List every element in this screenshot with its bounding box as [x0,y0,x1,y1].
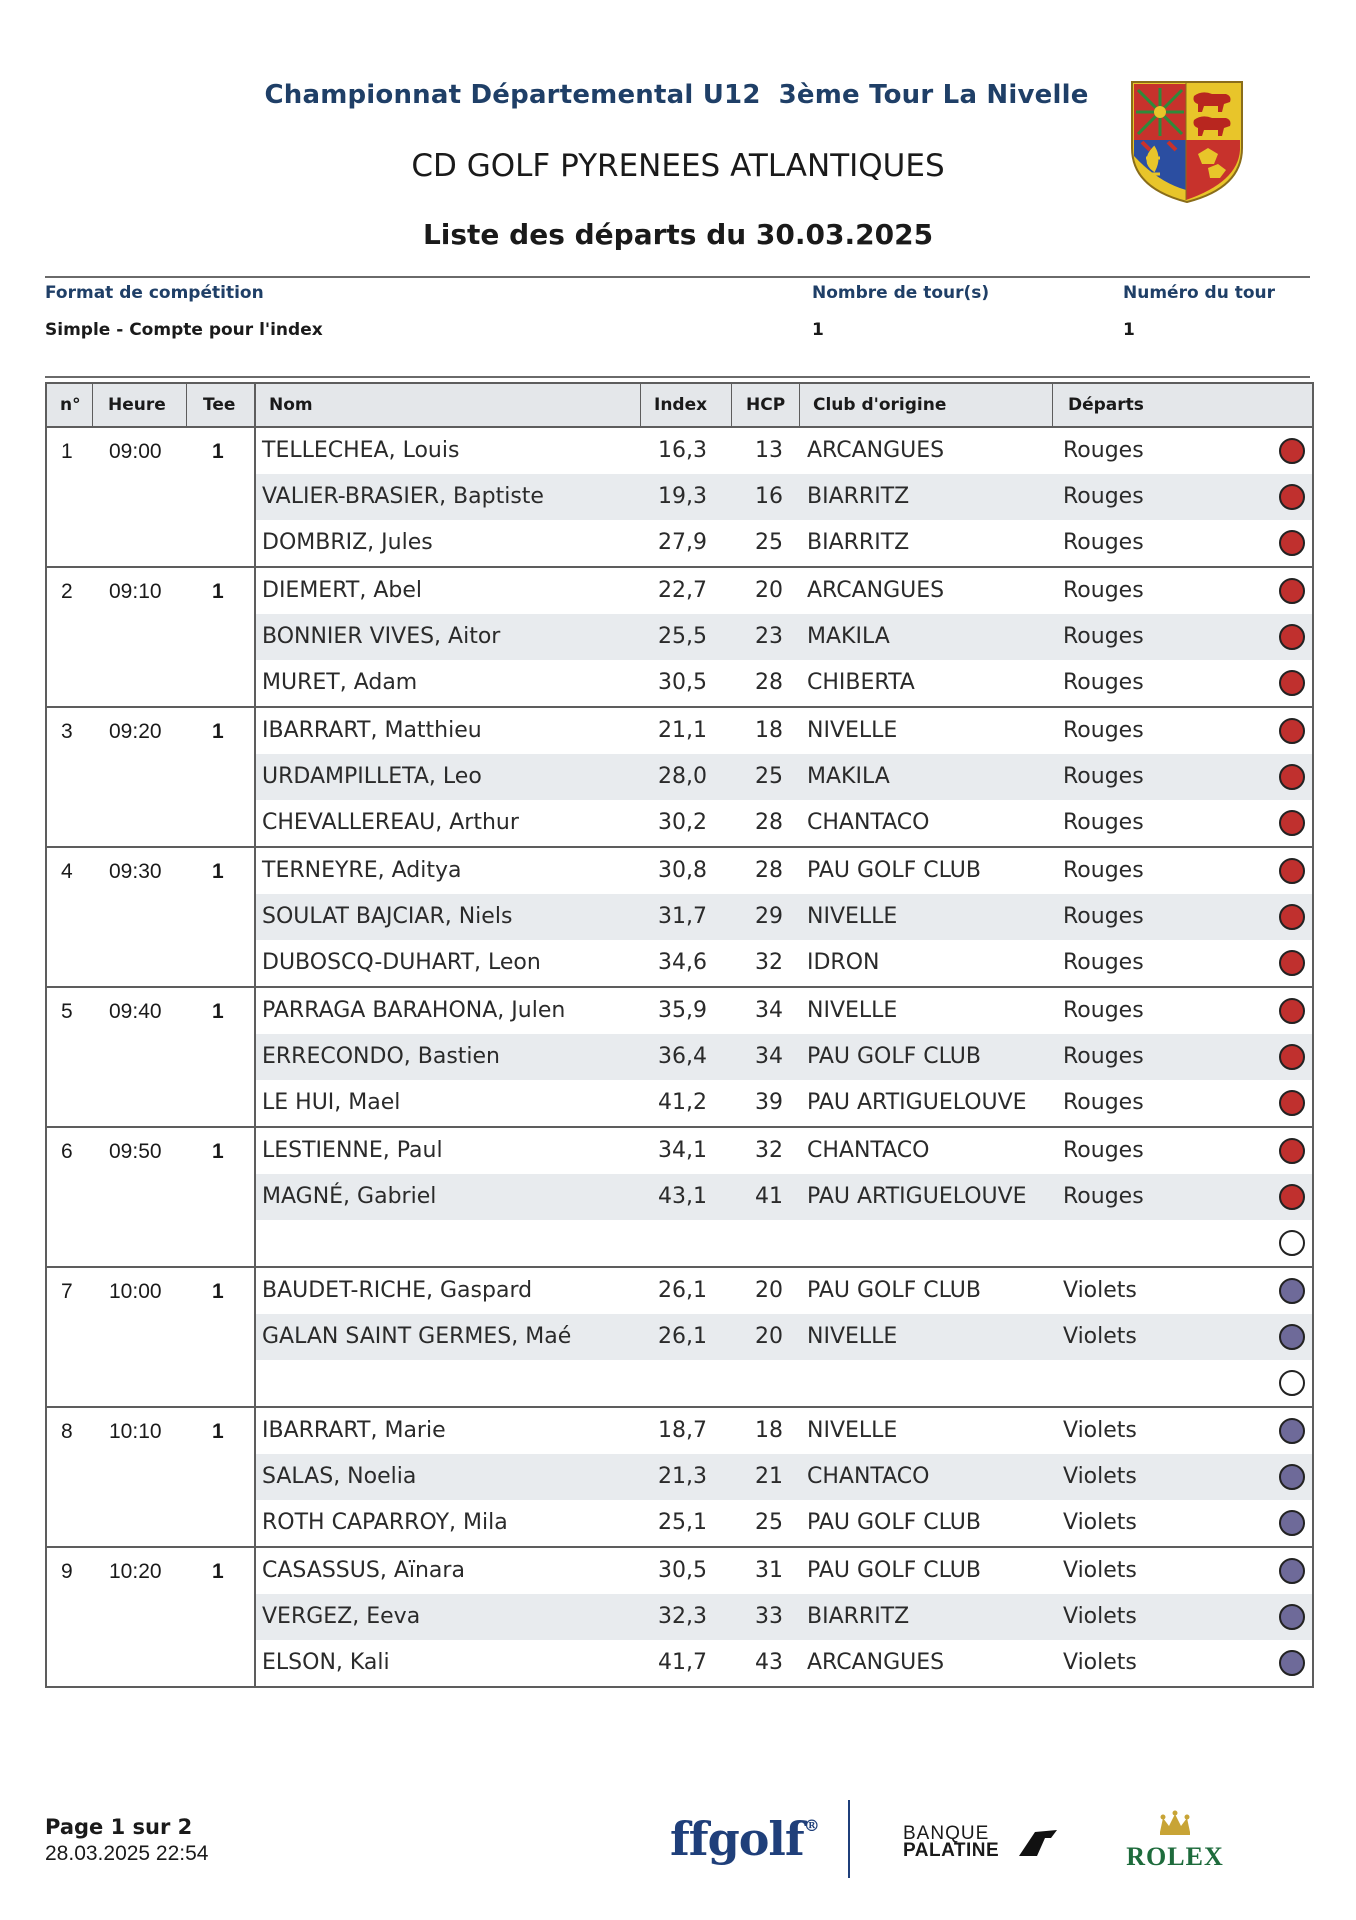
table-row [47,1594,1312,1640]
player-index: 30,8 [658,858,707,883]
start-group [47,986,1312,1126]
tee-color-marker [1279,624,1305,650]
header-club: Club d'origine [813,395,947,415]
player-depart: Rouges [1063,1044,1144,1069]
tee-color-marker [1279,1604,1305,1630]
player-hcp: 31 [755,1558,783,1583]
player-club: CHANTACO [807,1138,930,1163]
player-name: TELLECHEA, Louis [262,438,460,463]
player-depart: Rouges [1063,484,1144,509]
player-name: VALIER-BRASIER, Baptiste [262,484,544,509]
tee-color-marker [1279,810,1305,836]
player-depart: Rouges [1063,998,1144,1023]
tee-color-marker [1279,998,1305,1024]
player-hcp: 28 [755,858,783,883]
table-row [47,1174,1312,1220]
player-name: BAUDET-RICHE, Gaspard [262,1278,533,1303]
player-club: CHANTACO [807,810,930,835]
group-number: 4 [61,860,73,883]
player-name: CHEVALLEREAU, Arthur [262,810,519,835]
tee-color-marker [1279,1090,1305,1116]
player-index: 41,2 [658,1090,707,1115]
player-index: 30,5 [658,670,707,695]
player-club: CHANTACO [807,1464,930,1489]
player-name: LESTIENNE, Paul [262,1138,443,1163]
header-divider [45,276,1310,278]
round-number-label: Numéro du tour [1123,283,1276,303]
player-hcp: 32 [755,1138,783,1163]
player-club: BIARRITZ [807,484,910,509]
player-index: 32,3 [658,1604,707,1629]
tee-color-marker [1279,1464,1305,1490]
player-depart: Violets [1063,1650,1137,1675]
meta-divider [45,376,1310,378]
player-club: BIARRITZ [807,1604,910,1629]
tee-times-table [45,382,1314,1688]
list-title: Liste des départs du 30.03.2025 [422,218,934,251]
player-club: PAU GOLF CLUB [807,858,981,883]
competition-title-part2: 3ème Tour La Nivelle [778,80,1089,110]
player-hcp: 25 [755,530,783,555]
player-index: 36,4 [658,1044,707,1069]
table-row [47,1548,1312,1594]
tee-color-marker [1279,530,1305,556]
player-index: 19,3 [658,484,707,509]
player-hcp: 18 [755,1418,783,1443]
player-hcp: 43 [755,1650,783,1675]
group-tee: 1 [212,720,224,743]
player-index: 21,1 [658,718,707,743]
print-date: 28.03.2025 22:54 [45,1842,209,1865]
round-number-value: 1 [1123,320,1135,340]
table-row [47,1268,1312,1314]
table-row [47,1500,1312,1546]
player-hcp: 25 [755,1510,783,1535]
tee-color-marker [1279,1558,1305,1584]
group-time: 10:10 [109,1420,162,1443]
start-group [47,566,1312,706]
tee-color-marker [1279,1324,1305,1350]
player-depart: Rouges [1063,718,1144,743]
start-group [47,428,1312,566]
tee-color-marker [1279,718,1305,744]
header-tee: Tee [203,395,236,415]
player-index: 16,3 [658,438,707,463]
player-depart: Rouges [1063,624,1144,649]
table-row [47,988,1312,1034]
player-index: 26,1 [658,1278,707,1303]
player-name: CASASSUS, Aïnara [262,1558,465,1583]
player-name: ERRECONDO, Bastien [262,1044,501,1069]
player-depart: Violets [1063,1418,1137,1443]
player-name: BONNIER VIVES, Aitor [262,624,501,649]
start-group [47,1266,1312,1406]
rolex-wordmark: ROLEX [1126,1842,1224,1871]
player-depart: Rouges [1063,1090,1144,1115]
player-depart: Rouges [1063,904,1144,929]
ffgolf-registered-mark: ® [803,1816,819,1835]
rolex-logo [1125,1810,1225,1872]
player-index: 26,1 [658,1324,707,1349]
player-club: PAU ARTIGUELOUVE [807,1184,1027,1209]
player-hcp: 28 [755,670,783,695]
player-hcp: 41 [755,1184,783,1209]
player-depart: Rouges [1063,578,1144,603]
player-depart: Violets [1063,1278,1137,1303]
banque-palatine-logo [903,1825,999,1859]
player-hcp: 20 [755,1278,783,1303]
player-hcp: 28 [755,810,783,835]
player-depart: Rouges [1063,530,1144,555]
group-tee: 1 [212,860,224,883]
player-club: IDRON [807,950,880,975]
tee-color-marker [1279,1044,1305,1070]
player-index: 34,1 [658,1138,707,1163]
table-row [47,614,1312,660]
player-depart: Rouges [1063,438,1144,463]
player-club: PAU GOLF CLUB [807,1278,981,1303]
rounds-label: Nombre de tour(s) [812,283,990,303]
player-name: URDAMPILLETA, Leo [262,764,482,789]
header-num: n° [60,395,81,415]
player-index: 22,7 [658,578,707,603]
player-hcp [747,1360,783,1406]
player-club: PAU ARTIGUELOUVE [807,1090,1027,1115]
player-hcp: 13 [755,438,783,463]
table-row [47,1034,1312,1080]
tee-color-marker [1279,1418,1305,1444]
player-depart: Rouges [1063,858,1144,883]
competition-title-part1: Championnat Départemental U12 [264,80,761,110]
player-name: GALAN SAINT GERMES, Maé [262,1324,572,1349]
player-hcp: 16 [755,484,783,509]
player-hcp: 29 [755,904,783,929]
start-group [47,846,1312,986]
table-row [47,940,1312,986]
player-depart: Violets [1063,1324,1137,1349]
ffgolf-logo-text: ffgolf [670,1812,804,1866]
format-value: Simple - Compte pour l'index [45,320,323,340]
player-name: DIEMERT, Abel [262,578,422,603]
page-number: Page 1 sur 2 [45,1815,193,1839]
table-row [47,1080,1312,1126]
player-name: MURET, Adam [262,670,418,695]
player-club: PAU GOLF CLUB [807,1044,981,1069]
player-club: ARCANGUES [807,578,945,603]
table-header [47,384,1312,428]
table-row [47,474,1312,520]
player-name: DUBOSCQ-DUHART, Leon [262,950,541,975]
player-hcp: 39 [755,1090,783,1115]
player-index: 21,3 [658,1464,707,1489]
player-name: PARRAGA BARAHONA, Julen [262,998,566,1023]
group-time: 10:00 [109,1280,162,1303]
player-index: 35,9 [658,998,707,1023]
group-tee: 1 [212,1000,224,1023]
table-row [47,894,1312,940]
player-name: TERNEYRE, Aditya [262,858,462,883]
group-number: 6 [61,1140,73,1163]
player-depart: Violets [1063,1558,1137,1583]
table-row [47,1220,1312,1266]
group-time: 09:50 [109,1140,162,1163]
player-club: NIVELLE [807,718,898,743]
player-club: CHIBERTA [807,670,915,695]
table-row [47,428,1312,474]
tee-color-marker [1279,764,1305,790]
player-club: PAU GOLF CLUB [807,1558,981,1583]
player-name: ELSON, Kali [262,1650,390,1675]
player-index: 30,2 [658,810,707,835]
player-index: 27,9 [658,530,707,555]
table-row [47,520,1312,566]
player-index: 28,0 [658,764,707,789]
table-body [47,428,1312,1686]
player-index: 31,7 [658,904,707,929]
group-number: 5 [61,1000,73,1023]
player-name: SALAS, Noelia [262,1464,417,1489]
tee-color-marker [1279,578,1305,604]
group-time: 10:20 [109,1560,162,1583]
player-club: BIARRITZ [807,530,910,555]
group-tee: 1 [212,440,224,463]
player-depart: Rouges [1063,950,1144,975]
player-depart: Rouges [1063,1184,1144,1209]
table-row [47,754,1312,800]
player-name: VERGEZ, Eeva [262,1604,421,1629]
banque-palatine-line2: PALATINE [903,1840,1000,1861]
group-tee: 1 [212,1560,224,1583]
tee-color-marker [1279,1184,1305,1210]
player-hcp: 25 [755,764,783,789]
player-club: MAKILA [807,764,890,789]
player-depart: Rouges [1063,764,1144,789]
player-club: ARCANGUES [807,1650,945,1675]
table-row [47,1640,1312,1686]
tee-color-marker [1279,1650,1305,1676]
player-name: DOMBRIZ, Jules [262,530,433,555]
banque-palatine-line1: BANQUE [903,1823,990,1844]
tee-color-marker [1279,1510,1305,1536]
group-time: 09:30 [109,860,162,883]
tee-color-marker [1279,438,1305,464]
player-hcp: 23 [755,624,783,649]
header-departs: Départs [1068,395,1144,415]
player-hcp: 34 [755,998,783,1023]
group-time: 09:00 [109,440,162,463]
tee-color-marker [1279,1138,1305,1164]
player-club: NIVELLE [807,998,898,1023]
group-tee: 1 [212,1140,224,1163]
player-club: ARCANGUES [807,438,945,463]
start-group [47,706,1312,846]
tee-color-marker [1279,670,1305,696]
group-number: 7 [61,1280,73,1303]
banque-palatine-icon [1015,1826,1059,1860]
header-nom: Nom [269,395,313,415]
start-group [47,1126,1312,1266]
group-time: 09:40 [109,1000,162,1023]
player-hcp [747,1220,783,1266]
header-index: Index [654,395,708,415]
player-index: 25,1 [658,1510,707,1535]
player-name: MAGNÉ, Gabriel [262,1184,437,1209]
tee-color-marker [1279,858,1305,884]
player-hcp: 21 [755,1464,783,1489]
tee-color-marker [1279,1230,1305,1256]
player-club: PAU GOLF CLUB [807,1510,981,1535]
group-time: 09:10 [109,580,162,603]
table-row [47,1314,1312,1360]
player-name: IBARRART, Marie [262,1418,446,1443]
group-number: 8 [61,1420,73,1443]
player-hcp: 20 [755,1324,783,1349]
player-club: NIVELLE [807,904,898,929]
player-club: NIVELLE [807,1418,898,1443]
group-tee: 1 [212,1280,224,1303]
table-row [47,1360,1312,1406]
table-row [47,708,1312,754]
group-number: 3 [61,720,73,743]
sponsor-divider [848,1800,850,1878]
ffgolf-logo [670,1812,819,1866]
player-club: MAKILA [807,624,890,649]
player-hcp: 20 [755,578,783,603]
group-number: 1 [61,440,73,463]
format-label: Format de compétition [45,283,264,303]
organization-title: CD GOLF PYRENEES ATLANTIQUES [411,148,945,184]
table-row [47,568,1312,614]
table-row [47,848,1312,894]
player-name: LE HUI, Mael [262,1090,401,1115]
player-depart: Violets [1063,1510,1137,1535]
player-index [647,1360,707,1406]
table-row [47,1128,1312,1174]
tee-color-marker [1279,1278,1305,1304]
player-hcp: 34 [755,1044,783,1069]
player-depart: Violets [1063,1604,1137,1629]
coat-of-arms-icon [1128,78,1246,206]
player-index: 43,1 [658,1184,707,1209]
tee-color-marker [1279,1370,1305,1396]
player-hcp: 32 [755,950,783,975]
player-depart: Rouges [1063,670,1144,695]
table-row [47,1408,1312,1454]
rounds-value: 1 [812,320,824,340]
tee-color-marker [1279,904,1305,930]
player-index: 25,5 [658,624,707,649]
player-index: 18,7 [658,1418,707,1443]
tee-color-marker [1279,950,1305,976]
group-number: 9 [61,1560,73,1583]
player-name: SOULAT BAJCIAR, Niels [262,904,513,929]
rolex-crown-icon [1157,1810,1193,1836]
header-hcp: HCP [746,395,786,415]
player-name: IBARRART, Matthieu [262,718,482,743]
group-number: 2 [61,580,73,603]
group-tee: 1 [212,1420,224,1443]
table-row [47,800,1312,846]
player-club: NIVELLE [807,1324,898,1349]
player-name: ROTH CAPARROY, Mila [262,1510,508,1535]
start-group [47,1406,1312,1546]
group-time: 09:20 [109,720,162,743]
table-row [47,1454,1312,1500]
player-depart: Violets [1063,1464,1137,1489]
player-index: 30,5 [658,1558,707,1583]
player-depart: Rouges [1063,810,1144,835]
player-index [647,1220,707,1266]
tee-color-marker [1279,484,1305,510]
table-row [47,660,1312,706]
header-heure: Heure [108,395,166,415]
player-index: 41,7 [658,1650,707,1675]
group-tee: 1 [212,580,224,603]
start-group [47,1546,1312,1686]
player-depart: Rouges [1063,1138,1144,1163]
player-hcp: 33 [755,1604,783,1629]
player-hcp: 18 [755,718,783,743]
player-index: 34,6 [658,950,707,975]
